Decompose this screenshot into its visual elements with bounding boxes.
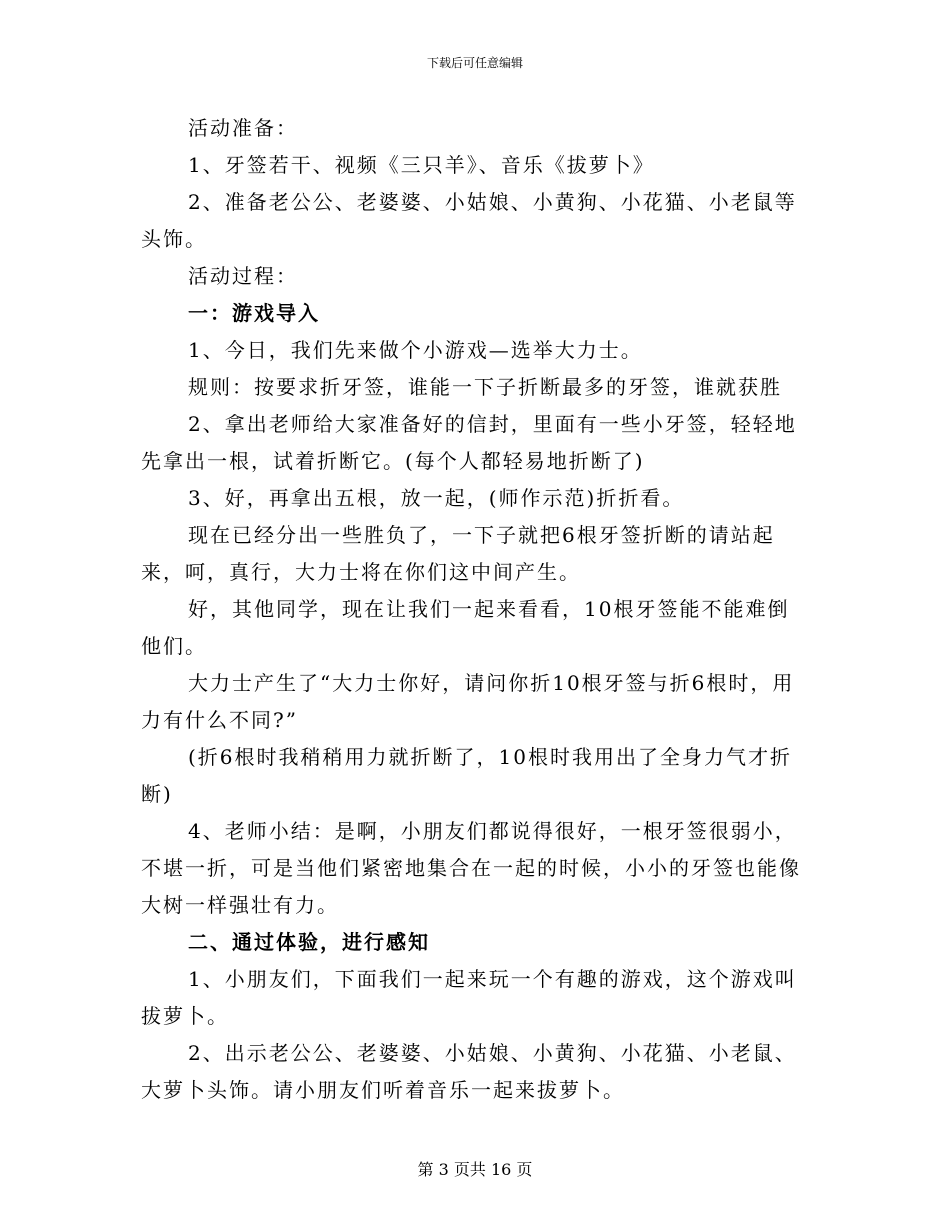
paragraph: 1、今日，我们先来做个小游戏—选举大力士。 <box>188 338 643 362</box>
paragraph: 好，其他同学，现在让我们一起来看看，10根牙签能不能难倒他们。 <box>141 597 790 658</box>
paragraph: 活动准备： <box>188 116 298 140</box>
paragraph: 1、小朋友们，下面我们一起来玩一个有趣的游戏，这个游戏叫拔萝卜。 <box>141 967 797 1028</box>
section-heading: 二、通过体验，进行感知 <box>188 930 430 954</box>
paragraph: 2、拿出老师给大家准备好的信封，里面有一些小牙签，轻轻地先拿出一根，试着折断它。(每个人都轻易地折断了) <box>141 412 797 473</box>
paragraph: 活动过程： <box>188 264 298 288</box>
paragraph: 现在已经分出一些胜负了，一下子就把6根牙签折断的请站起来，呵，真行，大力士将在你们这中间产生。 <box>141 523 775 584</box>
paragraph: (折6根时我稍稍用力就折断了，10根时我用出了全身力气才折断) <box>141 745 792 806</box>
paragraph: 2、准备老公公、老婆婆、小姑娘、小黄狗、小花猫、小老鼠等头饰。 <box>141 190 797 251</box>
paragraph: 1、牙签若干、视频《三只羊》、音乐《拔萝卜》 <box>188 153 655 177</box>
paragraph: 4、老师小结：是啊，小朋友们都说得很好，一根牙签很弱小，不堪一折，可是当他们紧密地集合在一起的时候，小小的牙签也能像大树一样强壮有力。 <box>141 819 801 917</box>
paragraph: 2、出示老公公、老婆婆、小姑娘、小黄狗、小花猫、小老鼠、大萝卜头饰。请小朋友们听着音乐一起来拔萝卜。 <box>141 1041 797 1102</box>
paragraph: 大力士产生了“大力士你好，请问你折10根牙签与折6根时，用力有什么不同?” <box>141 671 795 732</box>
paragraph: 规则：按要求折牙签，谁能一下子折断最多的牙签，谁就获胜 <box>188 375 782 399</box>
page-header: 下载后可任意编辑 <box>426 56 523 70</box>
document-body <box>141 110 806 1109</box>
page-number-footer: 第 3 页共 16 页 <box>417 1160 533 1179</box>
paragraph: 3、好，再拿出五根，放一起，(师作示范)折折看。 <box>188 486 685 510</box>
section-heading: 一：游戏导入 <box>188 301 320 325</box>
